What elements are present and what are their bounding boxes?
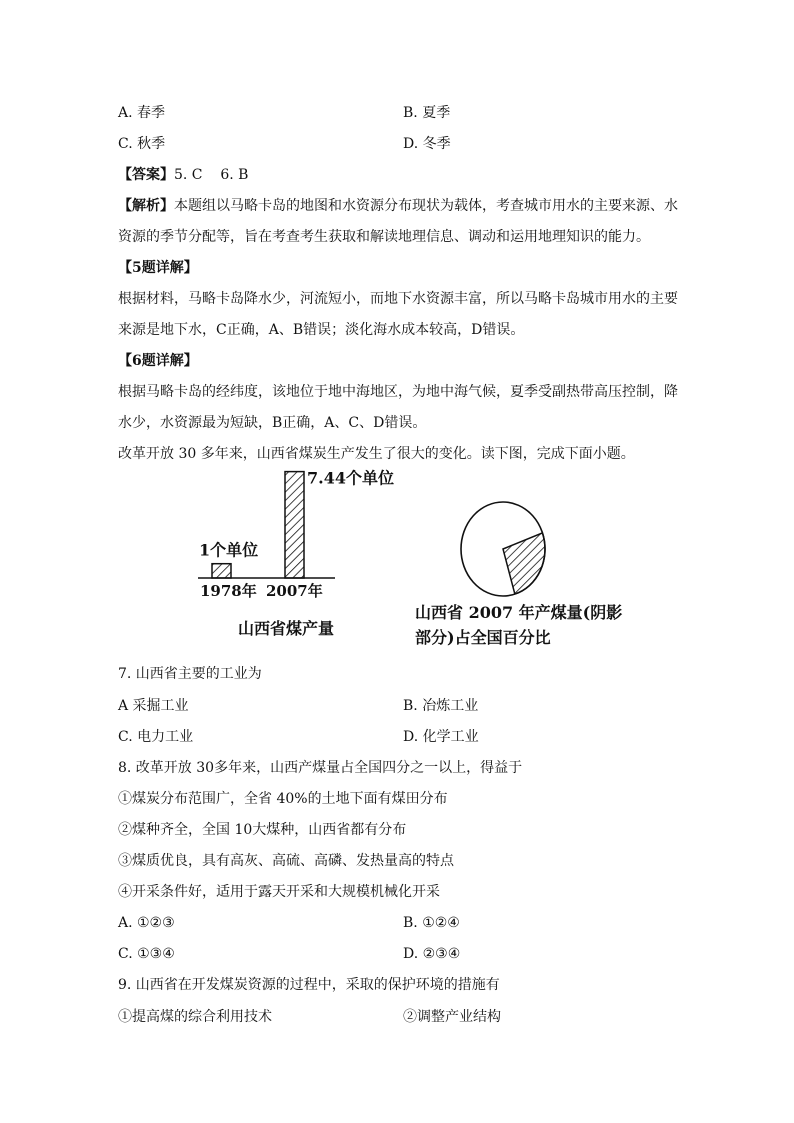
pie-title-line2: 部分)占全国百分比 [415,628,551,647]
q7-stem: 7. 山西省主要的工业为 [118,666,262,682]
q8-statement-3: ③煤质优良，具有高灰、高硫、高磷、发热量高的特点 [118,853,454,869]
answer-text: 5. C 6. B [174,167,249,183]
q8-option-c: C. ①③④ [118,946,175,962]
bar-category-label: 2007年 [266,582,323,600]
q8-statement-2: ②煤种齐全，全国 10大煤种，山西省都有分布 [118,822,407,838]
detail5-heading: 【5题详解】 [118,260,198,276]
intro-text: 改革开放 30 多年来，山西省煤炭生产发生了很大的变化。读下图，完成下面小题。 [118,446,635,462]
q9-statement-1: ①提高煤的综合利用技术 [118,1009,272,1025]
bar-2 [285,472,304,578]
analysis-label: 【解析】 [118,198,174,214]
bar-category-label: 1978年 [200,582,257,600]
detail6-line2: 水少，水资源最为短缺，B正确，A、C、D错误。 [118,415,427,431]
detail6-heading: 【6题详解】 [118,353,198,369]
bar-chart-title: 山西省煤产量 [238,619,335,638]
analysis-line2: 资源的季节分配等，旨在考查考生获取和解读地理信息、调动和运用地理知识的能力。 [118,229,650,245]
answer-line [118,165,248,185]
q7-option-b: B. 冶炼工业 [403,698,479,714]
q7-option-d: D. 化学工业 [403,729,479,745]
q8-stem: 8. 改革开放 30多年来，山西产煤量占全国四分之一以上，得益于 [118,760,523,776]
option-a: A. 春季 [118,105,166,121]
detail5-line2: 来源是地下水，C正确，A、B错误；淡化海水成本较高，D错误。 [118,322,525,338]
q9-stem: 9. 山西省在开发煤炭资源的过程中，采取的保护环境的措施有 [118,977,500,993]
q8-option-b: B. ①②④ [403,915,460,931]
detail6-line1: 根据马略卡岛的经纬度，该地位于地中海地区，为地中海气候，夏季受副热带高压控制，降 [118,384,678,400]
q8-statement-4: ④开采条件好，适用于露天开采和大规模机械化开采 [118,884,440,900]
q9-statement-2: ②调整产业结构 [403,1009,501,1025]
option-d: D. 冬季 [403,136,451,152]
option-c: C. 秋季 [118,136,166,152]
q8-statement-1: ①煤炭分布范围广，全省 40%的土地下面有煤田分布 [118,791,448,807]
q8-option-a: A. ①②③ [118,915,175,931]
bar-chart [198,469,394,600]
q7-option-a: A 采掘工业 [118,698,189,714]
bar-1 [212,564,231,578]
pie-title-line1: 山西省 2007 年产煤量(阴影 [415,603,623,622]
analysis-text1: 本题组以马略卡岛的地图和水资源分布现状为载体，考查城市用水的主要来源、水 [174,198,678,214]
bar-data-label: 7.44个单位 [307,468,394,488]
bar-data-label: 1个单位 [199,540,259,560]
figure [190,468,640,658]
answer-label: 【答案】 [118,167,174,183]
pie-chart [461,502,545,596]
q7-option-c: C. 电力工业 [118,729,194,745]
detail5-line1: 根据材料，马略卡岛降水少，河流短小，而地下水资源丰富，所以马略卡岛城市用水的主要 [118,291,678,307]
analysis-line1 [118,196,678,216]
pie-shaded-slice [503,533,545,594]
q8-option-d: D. ②③④ [403,946,461,962]
option-b: B. 夏季 [403,105,451,121]
